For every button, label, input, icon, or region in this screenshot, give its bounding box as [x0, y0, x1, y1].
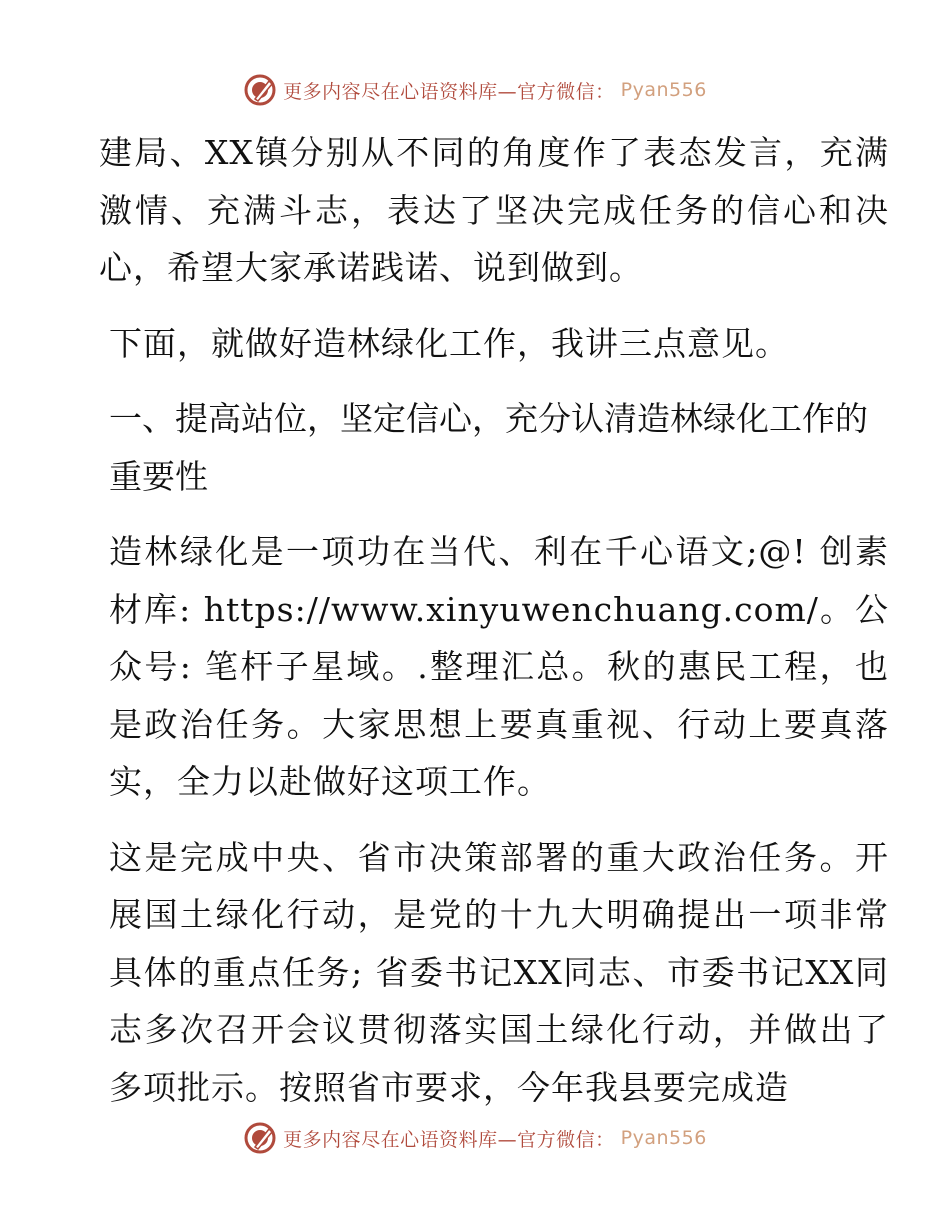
wechat-id: Pyan556	[620, 1127, 707, 1149]
document-body	[99, 124, 889, 1134]
paragraph-2: 下面，就做好造林绿化工作，我讲三点意见。	[109, 323, 789, 363]
wechat-id: Pyan556	[620, 79, 707, 101]
section-heading-1: 一、提高站位，坚定信心，充分认清造林绿化工作的重要性	[109, 399, 868, 496]
banner-text: 更多内容尽在心语资料库—官方微信：	[283, 1128, 615, 1151]
footer-banner	[0, 1118, 950, 1158]
paragraph-3: 造林绿化是一项功在当代、利在千心语文;@! 创素材库: https://www.xinyuwenchuang.com/。公众号: 笔杆子星域。.整理汇总。秋的惠民工程，也是政治任务。大家思想上要真重视、行动上要真落实，全力以赴做好这项工作。	[109, 532, 889, 801]
pen-logo-icon	[243, 1121, 277, 1155]
header-banner	[0, 70, 950, 110]
paragraph-4: 这是完成中央、省市决策部署的重大政治任务。开展国土绿化行动，是党的十九大明确提出一项非常具体的重点任务; 省委书记XX同志、市委书记XX同志多次召开会议贯彻落实国土绿化行动，并做出了多项批示。按照省市要求，今年我县要完成造	[109, 837, 889, 1107]
paragraph-1: 建局、XX镇分别从不同的角度作了表态发言，充满激情、充满斗志，表达了坚决完成任务的信心和决心，希望大家承诺践诺、说到做到。	[99, 133, 889, 287]
pen-logo-icon	[243, 73, 277, 107]
banner-text: 更多内容尽在心语资料库—官方微信：	[283, 80, 615, 103]
